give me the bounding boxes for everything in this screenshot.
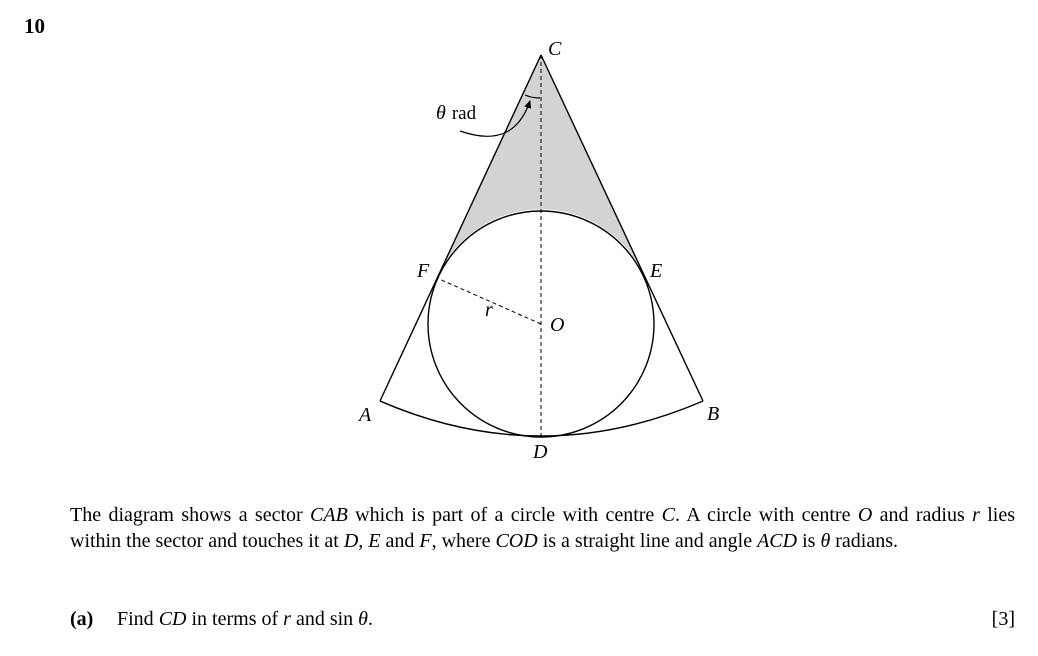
part-a-math: CD bbox=[158, 608, 187, 630]
part-a bbox=[70, 606, 1015, 632]
label-A: A bbox=[359, 404, 372, 426]
label-F: F bbox=[417, 260, 430, 282]
stem-text: is bbox=[797, 530, 821, 552]
stem-math: C bbox=[661, 504, 675, 526]
part-a-text: in terms of bbox=[186, 608, 284, 630]
question-number: 10 bbox=[24, 14, 45, 38]
stem-text: . A circle with centre bbox=[675, 504, 858, 526]
stem-text: lies within the sector and touches it at bbox=[70, 504, 1016, 552]
side-CB bbox=[541, 55, 703, 401]
label-D: D bbox=[533, 441, 548, 463]
label-C: C bbox=[548, 38, 562, 60]
label-r: r bbox=[485, 299, 493, 321]
label-O: O bbox=[550, 314, 565, 336]
angle-label bbox=[436, 102, 477, 124]
part-a-marks: [3] bbox=[991, 608, 1015, 630]
stem-math: D bbox=[343, 530, 359, 552]
stem-text: The diagram shows a sector bbox=[70, 504, 311, 526]
label-E: E bbox=[650, 260, 663, 282]
stem-text: which is part of a circle with centre bbox=[347, 504, 662, 526]
stem-math: ACD bbox=[757, 530, 798, 552]
stem-math: O bbox=[857, 504, 873, 526]
stem-text: , bbox=[358, 530, 369, 552]
stem-text: is a straight line and angle bbox=[537, 530, 758, 552]
part-a-label: (a) bbox=[70, 608, 94, 630]
stem-math: θ bbox=[820, 530, 831, 552]
stem-math: r bbox=[972, 504, 980, 526]
stem-math: E bbox=[368, 530, 381, 552]
stem-text: and bbox=[380, 530, 420, 552]
stem-text: and radius bbox=[872, 504, 973, 526]
angle-unit: rad bbox=[451, 103, 477, 124]
stem-math: F bbox=[419, 530, 432, 552]
part-a-math: r bbox=[283, 608, 291, 630]
stem-math: COD bbox=[495, 530, 538, 552]
part-a-text: and sin bbox=[290, 608, 359, 630]
stem-text: , where bbox=[431, 530, 496, 552]
part-a-text: . bbox=[367, 608, 373, 630]
label-B: B bbox=[707, 403, 720, 425]
part-a-text: Find bbox=[117, 608, 159, 630]
question-stem bbox=[70, 502, 1015, 554]
stem-text: radians. bbox=[830, 530, 899, 552]
stem-math: CAB bbox=[310, 504, 348, 526]
angle-symbol: θ bbox=[436, 102, 446, 124]
part-a-math: θ bbox=[358, 608, 368, 630]
